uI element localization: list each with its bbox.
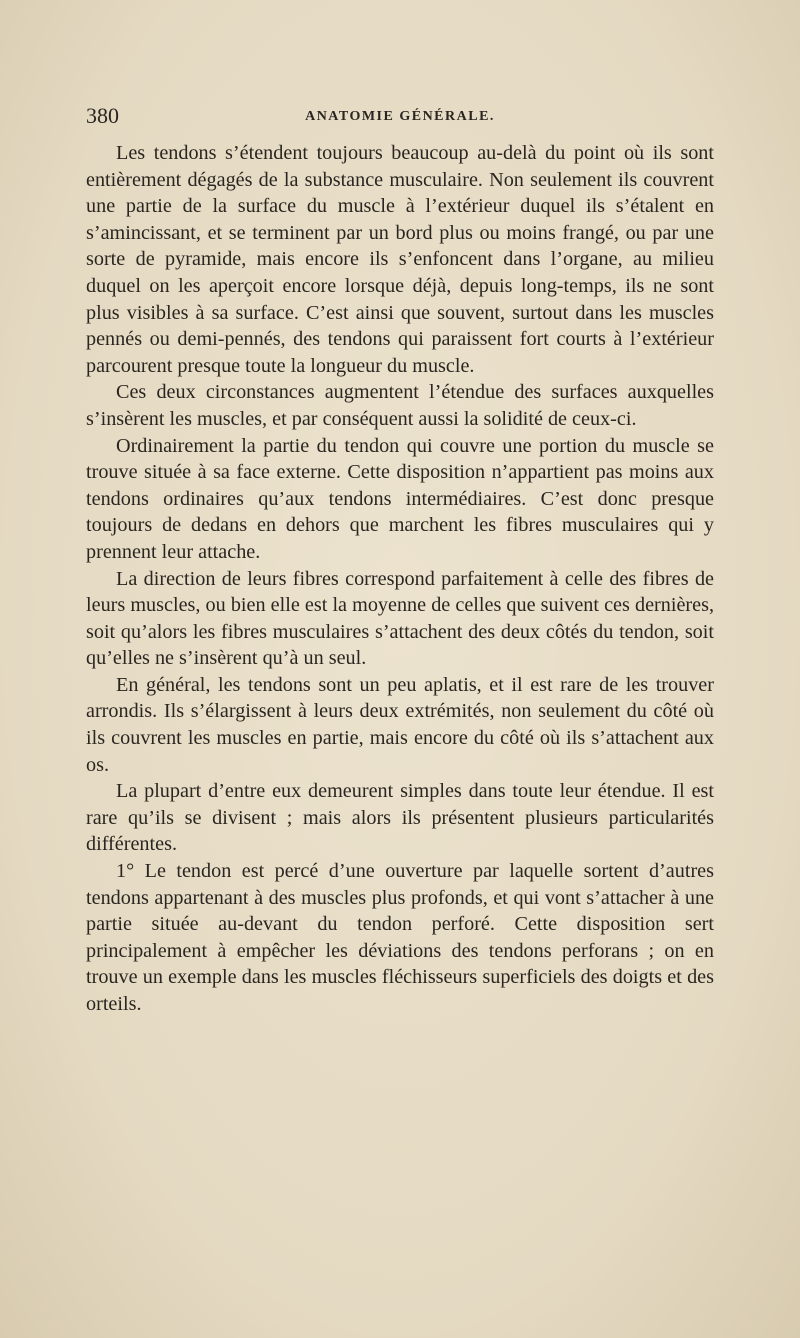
paragraph-5: En général, les tendons sont un peu aplatis, et il est rare de les trouver arrondis. Ils s’élargissent à leurs deux extrémités, non seulement du côté où ils couvrent les muscles en partie, mais encore du côté où ils s’attachent aux os.: [86, 673, 714, 776]
paragraph-3: Ordinairement la partie du tendon qui couvre une portion du muscle se trouve située à sa face externe. Cette disposition n’appartient pas moins aux tendons ordinaires qu’aux tendons intermédiaires. C’est donc presque toujours de dedans en dehors que marchent les fibres musculaires qui y prennent leur attache.: [86, 434, 714, 563]
paragraph-6: La plupart d’entre eux demeurent simples dans toute leur étendue. Il est rare qu’ils se divisent ; mais alors ils présentent plusieurs particularités différentes.: [86, 780, 714, 856]
paragraph-1: Les tendons s’étendent toujours beaucoup au-delà du point où ils sont entièrement dégagés de la substance musculaire. Non seulement ils couvrent une partie de la surface du muscle à l’extérieur duquel ils s’étalent en s’amincissant, et se terminent par un bord plus ou moins frangé, ou par une sorte de pyramide, mais encore ils s’enfoncent dans l’organe, au milieu duquel on les aperçoit encore lorsque déjà, depuis long-temps, ils ne sont plus visibles à sa surface. C’est ainsi que souvent, surtout dans les muscles pennés ou demi-pennés, des tendons qui paraissent fort courts à l’extérieur parcourent presque toute la longueur du muscle.: [86, 142, 714, 377]
paragraph-7: 1° Le tendon est percé d’une ouverture par laquelle sortent d’autres tendons appartenant à des muscles plus profonds, et qui vont s’attacher à une partie située au-devant du tendon perforé. Cette disposition sert principalement à empêcher les déviations des tendons perforans ; on en trouve un exemple dans les muscles fléchisseurs superficiels des doigts et des orteils.: [86, 860, 714, 1015]
page-header: [86, 103, 714, 133]
paragraph-2: Ces deux circonstances augmentent l’étendue des surfaces auxquelles s’insèrent les muscles, et par conséquent aussi la solidité de ceux-ci.: [86, 381, 714, 430]
body-text: [86, 140, 714, 1018]
paragraph-4: La direction de leurs fibres correspond parfaitement à celle des fibres de leurs muscles, ou bien elle est la moyenne de celles que suivent ces dernières, soit qu’alors les fibres musculaires s’attachent des deux côtés du tendon, soit qu’elles ne s’insèrent qu’à un seul.: [86, 567, 714, 670]
page-number: 380: [86, 103, 119, 128]
running-title: ANATOMIE GÉNÉRALE.: [305, 109, 495, 124]
